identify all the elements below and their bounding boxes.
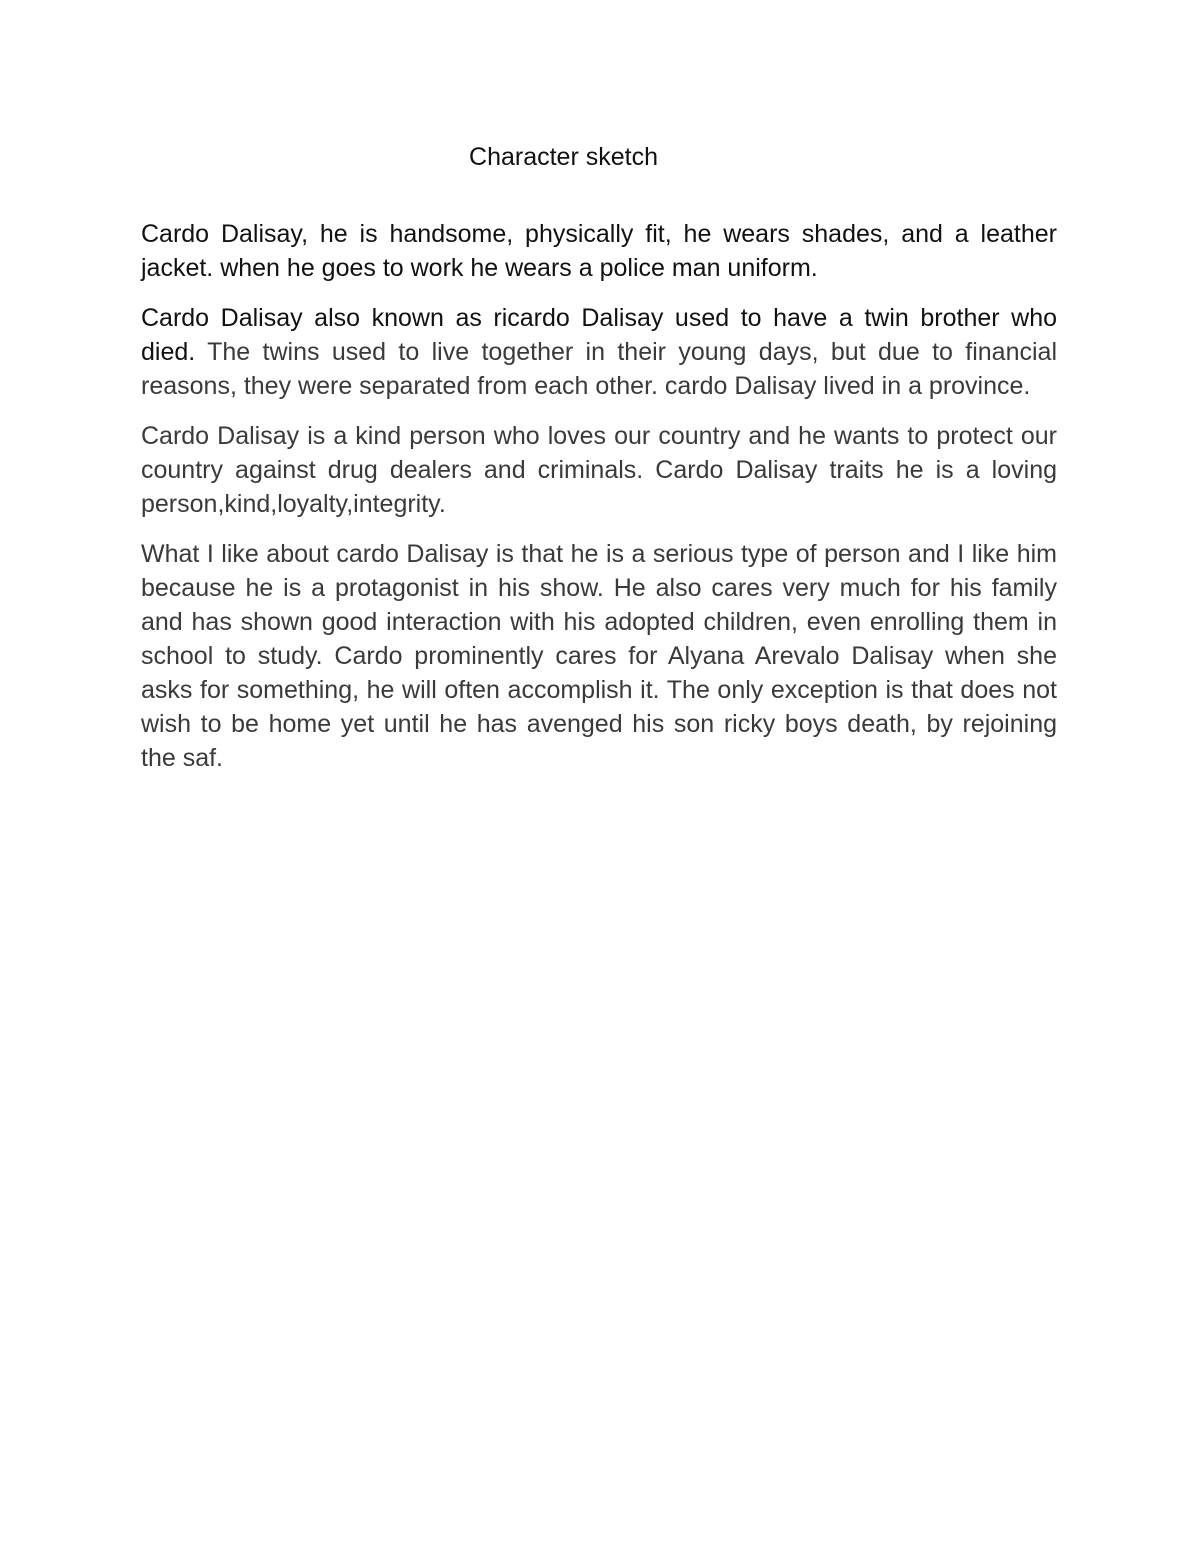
paragraph-appearance-text: Cardo Dalisay, he is handsome, physically fit, he wears shades, and a leather jacket. when he goes to work he wears a police man uniform.: [141, 220, 1057, 282]
paragraph-background-lead: Cardo Dalisay also known as ricardo Dalisay used to have a twin brother who died.: [141, 304, 1057, 366]
paragraph-traits-text: Cardo Dalisay is a kind person who loves our country and he wants to protect our country against drug dealers and criminals. Cardo Dalisay traits he is a loving person,kind,loyalty,integrity.: [141, 422, 1057, 518]
document-body: [141, 217, 1057, 791]
document-title: Character sketch: [469, 143, 658, 171]
paragraph-background: [141, 301, 1057, 403]
paragraph-opinion-text: What I like about cardo Dalisay is that he is a serious type of person and I like him because he is a protagonist in his show. He also cares very much for his family and has shown good interaction with his adopted children, even enrolling them in school to study. Cardo prominently cares for Alyana Arevalo Dalisay when she asks for something, he will often accomplish it. The only exception is that does not wish to be home yet until he has avenged his son ricky boys death, by rejoining the saf.: [141, 540, 1057, 772]
paragraph-appearance: [141, 217, 1057, 285]
paragraph-traits: [141, 419, 1057, 521]
paragraph-opinion: [141, 537, 1057, 775]
paragraph-background-rest: The twins used to live together in their young days, but due to financial reasons, they were separated from each other. cardo Dalisay lived in a province.: [141, 338, 1057, 400]
